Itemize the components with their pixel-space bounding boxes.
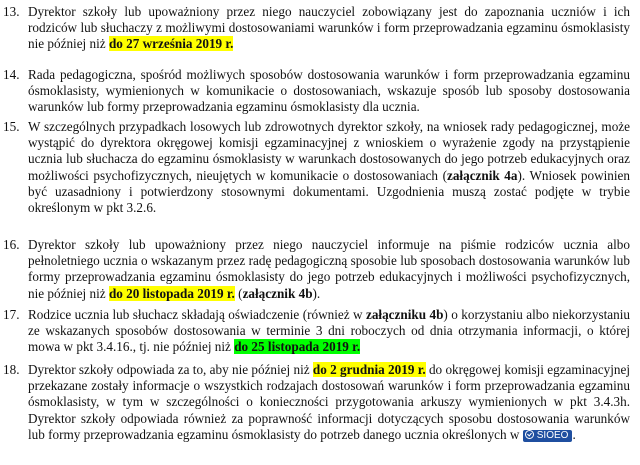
deadline-highlight: do 20 listopada 2019 r. xyxy=(108,285,235,301)
item-number: 13. xyxy=(3,4,20,19)
item-number: 14. xyxy=(3,67,20,82)
text-run: . xyxy=(572,426,576,442)
deadline-highlight: do 2 grudnia 2019 r. xyxy=(312,362,426,377)
text-run: W szczególnych przypadkach losowych lub zdrowotnych dyrektor szkoły, na wniosek rady pedagogicznej, może wystąpić do dyrektora okręgowej komisji egzaminacyjnej z wnioskiem o wyrażenie zgody na przystąpienie ucznia lub słuchacza do egzaminu ósmoklasisty w warunkach dostosowanych do jego potrzeb edukacyjnych oraz możliwości psychofizycznych, nieujętych w komunikacie o dostosowaniach ( xyxy=(28,119,630,183)
text-run: ( xyxy=(234,285,243,301)
text-run: ). Wniosek powinien być uzasadniony i potwierdzony stosownymi dokumentami. Uzgodnienia muszą zostać podjęte w trybie określonym w pkt 3.2.6. xyxy=(28,167,631,216)
text-run: Dyrektor szkoły lub upoważniony przez niego nauczyciel informuje na piśmie rodziców ucznia albo pełnoletniego ucznia o wskazanym przez radę pedagogiczną sposobie lub sposobach dostosowania warunków lub formy przeprowadzania egzaminu ósmoklasisty do jego potrzeb edukacyjnych i możliwości psychofizycznych, nie później niż xyxy=(28,237,630,301)
text-run: ). xyxy=(312,285,321,301)
deadline-highlight: do 27 września 2019 r. xyxy=(108,36,234,52)
text-run: Dyrektor szkoły lub upoważniony przez niego nauczyciel zobowiązany jest do zapoznania uczniów i ich rodziców lub słuchaczy z możliwymi dostosowaniami warunków i form przeprowadzania egzaminu ósmoklasisty nie później niż xyxy=(28,4,630,52)
item-text xyxy=(28,67,630,116)
attachment-ref: załącznik 4a xyxy=(446,167,518,183)
attachment-ref: załącznik 4b xyxy=(242,285,313,301)
attachment-ref: załączniku 4b xyxy=(365,307,444,322)
item-number: 16. xyxy=(3,237,20,252)
deadline-highlight: do 25 listopada 2019 r. xyxy=(234,339,361,355)
text-run: Dyrektor szkoły odpowiada za to, aby nie później niż xyxy=(28,362,313,377)
item-text xyxy=(28,119,630,216)
item-number: 18. xyxy=(3,362,20,377)
check-circle-icon xyxy=(525,430,534,439)
badge-label: SIOEO xyxy=(536,429,569,441)
item-number: 15. xyxy=(3,119,20,134)
text-run: Rodzice ucznia lub słuchacz składają oświadczenie (również w xyxy=(28,307,366,322)
text-run: Rada pedagogiczna, spośród możliwych sposobów dostosowania warunków i form przeprowadzania egzaminu ósmoklasisty, wymienionych w komunikacie o dostosowaniach, wskazuje sposób lub sposoby dostosowania warunków lub formy przeprowadzania egzaminu ósmoklasisty dla ucznia. xyxy=(28,67,630,115)
text-run: do okręgowej komisji egzaminacyjnej przekazane zostały informacje o wszystkich rodzajach dostosowań warunków i form przeprowadzania egzaminu ósmoklasisty, w tym w szczególności o konieczności przygotowania arkuszy wymienionych w pkt 3.4.3h. Dyrektor szkoły odpowiada również za poprawność informacji dotyczących sposobu dostosowania warunków lub formy przeprowadzania egzaminu ósmoklasisty do potrzeb danego ucznia określonych w xyxy=(28,362,631,442)
item-text xyxy=(28,307,630,356)
item-text xyxy=(28,362,630,443)
text-run: ) o korzystaniu albo niekorzystaniu ze wskazanych sposobów dostosowania w terminie 3 dni roboczych od dnia otrzymania informacji, o której mowa w pkt 3.4.16., tj. nie później niż xyxy=(28,307,631,355)
item-number: 17. xyxy=(3,307,20,322)
item-text xyxy=(28,4,630,53)
sioeo-link-badge[interactable] xyxy=(523,430,573,442)
item-text xyxy=(28,237,630,302)
